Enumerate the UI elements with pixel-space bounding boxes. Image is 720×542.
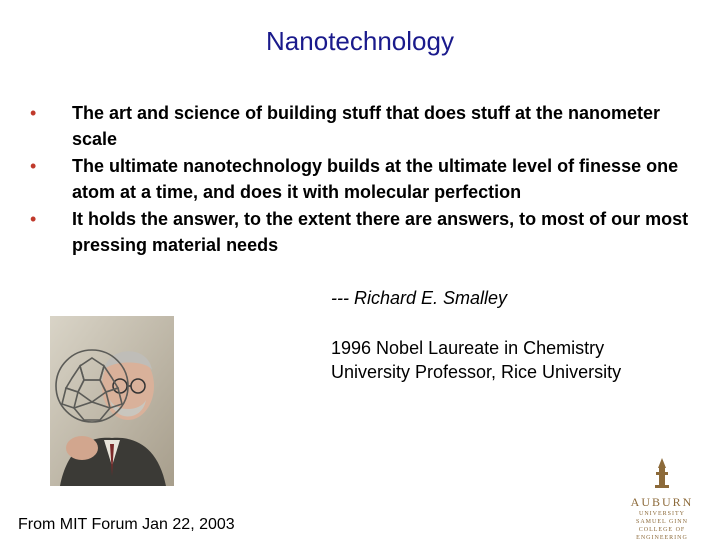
laureate-line: 1996 Nobel Laureate in Chemistry [331,338,605,358]
bullet-item [30,206,700,258]
bullet-item [30,153,700,205]
bullet-marker: • [30,156,37,176]
laureate-line: University Professor, Rice University [331,362,622,382]
laureate-info [331,336,621,384]
quote-author: --- Richard E. Smalley [331,288,508,308]
slide-title: Nanotechnology [266,26,454,56]
bullet-text: It holds the answer, to the extent there are answers, to most of our most pressing material needs [72,209,689,255]
bullet-list [30,100,700,259]
smalley-photo [50,316,174,486]
logo-sub: COLLEGE OF ENGINEERING [636,527,688,541]
logo-name: AUBURN [630,495,694,509]
logo-sub: UNIVERSITY [639,511,685,517]
bullet-marker: • [30,209,37,229]
footer-caption: From MIT Forum Jan 22, 2003 [18,516,235,533]
auburn-logo [612,458,712,541]
bullet-text: The ultimate nanotechnology builds at the ultimate level of finesse one atom at a time, and does it with molecular perfection [72,156,679,202]
logo-sub: SAMUEL GINN [636,519,688,525]
bullet-text: The art and science of building stuff that does stuff at the nanometer scale [72,103,661,149]
bullet-item [30,100,700,152]
tower-icon [652,458,672,488]
bullet-marker: • [30,103,37,123]
